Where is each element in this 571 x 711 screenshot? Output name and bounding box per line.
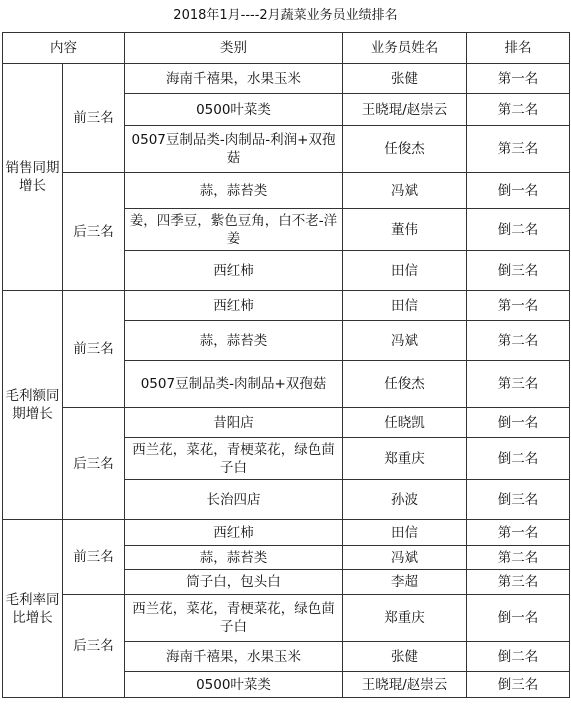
rank-cell: 第三名 [467,361,570,408]
salesperson-cell: 王晓琨/赵崇云 [343,94,467,126]
rank-cell: 倒一名 [467,408,570,438]
salesperson-cell: 冯斌 [343,546,467,570]
category-cell: 长治四店 [125,480,343,520]
category-cell: 姜，四季豆，紫色豆角，白不老-洋姜 [125,209,343,251]
category-cell: 蒜，蒜苔类 [125,321,343,361]
header-row [3,33,570,64]
rank-cell: 第二名 [467,546,570,570]
group-label: 前三名 [63,291,125,408]
category-cell: 0507豆制品类-肉制品-利润+双孢菇 [125,126,343,173]
group-label: 前三名 [63,64,125,173]
category-cell: 0507豆制品类-肉制品+双孢菇 [125,361,343,408]
rank-cell: 倒一名 [467,173,570,209]
salesperson-cell: 任俊杰 [343,361,467,408]
table-row [3,291,570,321]
rank-cell: 倒二名 [467,438,570,480]
category-cell: 海南千禧果，水果玉米 [125,642,343,672]
salesperson-cell: 孙波 [343,480,467,520]
rank-cell: 第一名 [467,520,570,546]
rank-cell: 第一名 [467,64,570,94]
section-label: 毛利额同期增长 [3,291,63,520]
header-category: 类别 [125,33,343,64]
category-cell: 蒜，蒜苔类 [125,546,343,570]
category-cell: 昔阳店 [125,408,343,438]
salesperson-cell: 任晓凯 [343,408,467,438]
rank-cell: 第一名 [467,291,570,321]
section-label: 销售同期增长 [3,64,63,291]
salesperson-cell: 张健 [343,64,467,94]
group-label: 后三名 [63,173,125,291]
rank-cell: 第三名 [467,570,570,595]
salesperson-cell: 郑重庆 [343,595,467,642]
header-salesperson: 业务员姓名 [343,33,467,64]
salesperson-cell: 田信 [343,520,467,546]
salesperson-cell: 李超 [343,570,467,595]
salesperson-cell: 郑重庆 [343,438,467,480]
category-cell: 蒜，蒜苔类 [125,173,343,209]
rank-cell: 倒二名 [467,209,570,251]
salesperson-cell: 田信 [343,251,467,291]
header-rank: 排名 [467,33,570,64]
group-label: 前三名 [63,520,125,595]
salesperson-cell: 冯斌 [343,321,467,361]
rank-cell: 倒一名 [467,595,570,642]
group-label: 后三名 [63,408,125,520]
category-cell: 西兰花，菜花，青梗菜花，绿色茴子白 [125,438,343,480]
rank-cell: 第三名 [467,126,570,173]
category-cell: 西红柿 [125,251,343,291]
table-row [3,520,570,546]
table-row [3,595,570,642]
category-cell: 0500叶菜类 [125,672,343,698]
salesperson-cell: 张健 [343,642,467,672]
header-content: 内容 [3,33,125,64]
ranking-table [2,32,570,698]
category-cell: 西红柿 [125,520,343,546]
rank-cell: 倒三名 [467,480,570,520]
page-title: 2018年1月----2月蔬菜业务员业绩排名 [173,8,398,23]
rank-cell: 倒三名 [467,672,570,698]
rank-cell: 倒二名 [467,642,570,672]
rank-cell: 第二名 [467,94,570,126]
salesperson-cell: 田信 [343,291,467,321]
category-cell: 筒子白，包头白 [125,570,343,595]
section-label: 毛利率同比增长 [3,520,63,698]
rank-cell: 第二名 [467,321,570,361]
category-cell: 海南千禧果，水果玉米 [125,64,343,94]
group-label: 后三名 [63,595,125,698]
category-cell: 0500叶菜类 [125,94,343,126]
salesperson-cell: 任俊杰 [343,126,467,173]
table-row [3,408,570,438]
rank-cell: 倒三名 [467,251,570,291]
salesperson-cell: 董伟 [343,209,467,251]
table-row [3,64,570,94]
salesperson-cell: 冯斌 [343,173,467,209]
category-cell: 西红柿 [125,291,343,321]
category-cell: 西兰花，菜花，青梗菜花，绿色茴子白 [125,595,343,642]
table-row [3,173,570,209]
salesperson-cell: 王晓琨/赵崇云 [343,672,467,698]
